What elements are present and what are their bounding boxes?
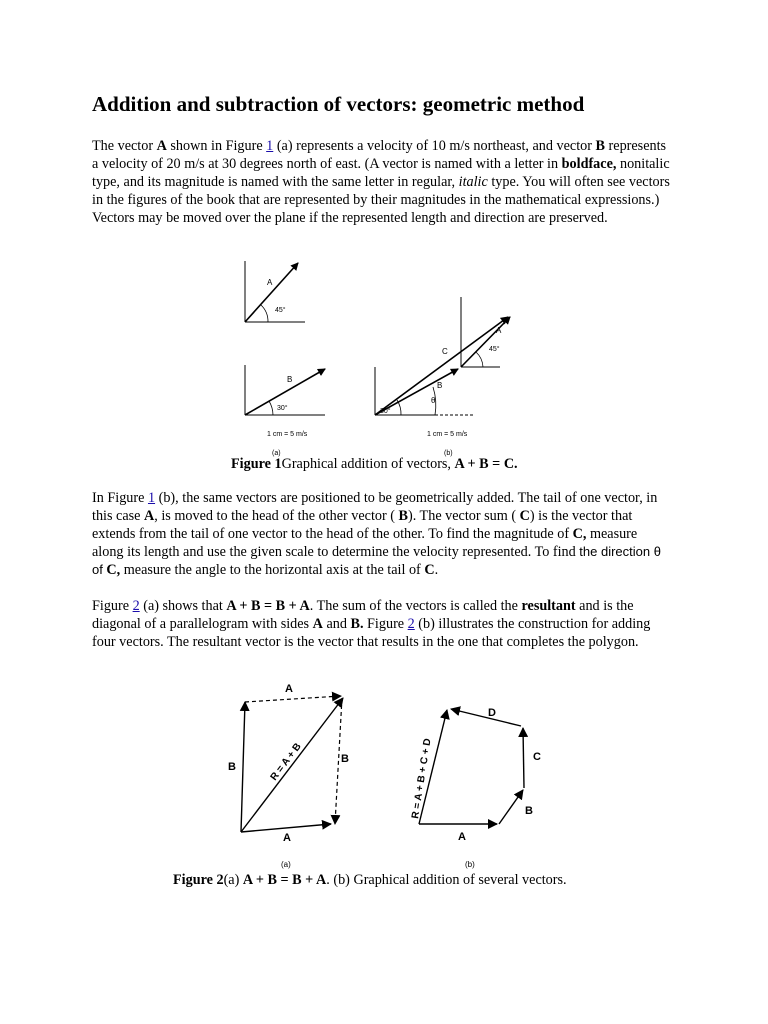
- caption-equation: A + B = C.: [454, 456, 518, 472]
- text: (b) illustrates the construction for adding four vectors. The resultant vector is the vector that results in the one that completes the polygon.: [92, 616, 651, 650]
- figure-2b-polygon: [410, 707, 541, 869]
- label-a-bottom: A: [283, 832, 291, 844]
- figure-2-diagram: [215, 678, 565, 873]
- figure-1-caption: [231, 455, 518, 473]
- bold-text: A: [144, 508, 155, 524]
- angle-45: 45°: [275, 307, 286, 314]
- angle-45: 45°: [489, 346, 500, 353]
- angle-30: 30°: [277, 405, 288, 412]
- text: Figure: [363, 616, 408, 632]
- text: nonitalic type, and its magnitude is named with the same letter in regular,: [92, 156, 670, 190]
- label-c: C: [533, 751, 541, 763]
- label-a: A: [496, 326, 502, 335]
- caption-text: Graphical addition of vectors,: [281, 456, 455, 472]
- text: and: [322, 616, 351, 632]
- bold-text: A: [156, 138, 167, 154]
- scale-label: 1 cm = 5 m/s: [267, 431, 308, 438]
- angle-30: 30°: [380, 408, 391, 415]
- figure-1-diagram: [225, 255, 525, 460]
- figure-1-link[interactable]: 1: [266, 138, 274, 154]
- bold-text: C: [519, 508, 530, 524]
- figure-1a-vector-b: [245, 365, 325, 457]
- label-a: A: [458, 831, 466, 843]
- subfigure-b-label: (b): [465, 860, 475, 869]
- figure-2a-parallelogram: [228, 683, 349, 869]
- figure-1b-vector-sum: [375, 297, 510, 457]
- bold-text: B: [595, 138, 605, 154]
- resultant-label: R = A + B + C + D: [410, 737, 434, 820]
- figure-1-link[interactable]: 1: [147, 490, 156, 506]
- text: ) is the vector that extends from the tail of one vector to the head of the other. To find the magnitude of: [92, 508, 633, 542]
- resultant-label: R = A + B: [268, 741, 304, 783]
- subfigure-a-label: (a): [272, 450, 281, 457]
- text: . The sum of the vectors is called the: [309, 598, 522, 614]
- label-d: D: [488, 707, 496, 719]
- scale-label: 1 cm = 5 m/s: [427, 431, 468, 438]
- caption-text: (a): [223, 872, 243, 888]
- label-c: C: [442, 347, 448, 356]
- caption-label: Figure 2: [173, 872, 224, 888]
- label-a-top: A: [285, 683, 293, 695]
- figure-2-link[interactable]: 2: [132, 598, 140, 614]
- text: measure along its length and use the given scale to determine the velocity represented. To find: [92, 526, 638, 560]
- text: Figure: [92, 598, 133, 614]
- text: shown in Figure: [166, 138, 267, 154]
- paragraph-2: [92, 489, 672, 579]
- text: (a) shows that: [139, 598, 227, 614]
- italic-text: italic: [458, 174, 488, 190]
- text: the direction θ of: [92, 544, 661, 577]
- text: In Figure: [92, 490, 148, 506]
- figure-1a-vector-a: [245, 261, 305, 322]
- bold-text: B: [398, 508, 408, 524]
- text: represents a velocity of 20 m/s at 30 degrees north of east. (A vector is named with a letter in: [92, 138, 667, 172]
- label-b-right: B: [341, 753, 349, 765]
- label-b: B: [525, 805, 533, 817]
- label-a: A: [267, 278, 273, 287]
- bold-text: B.: [350, 616, 364, 632]
- subfigure-a-label: (a): [281, 860, 291, 869]
- text: type. You will often see vectors in the figures of the book that are represented by their magnitudes in the mathematical expressions.) Vectors may be moved over the plane if the represented length and direction are preserved.: [92, 174, 670, 226]
- bold-text: resultant: [521, 598, 576, 614]
- label-b-left: B: [228, 761, 236, 773]
- caption-text: . (b) Graphical addition of several vectors.: [326, 872, 567, 888]
- paragraph-3: [92, 597, 672, 651]
- text: (a) represents a velocity of 10 m/s northeast, and vector: [273, 138, 596, 154]
- text: (b), the same vectors are positioned to be geometrically added. The tail of one vector, in this case: [92, 490, 658, 524]
- bold-text: A + B = B + A: [226, 598, 310, 614]
- bold-text: A: [312, 616, 323, 632]
- bold-text: boldface,: [561, 156, 617, 172]
- caption-label: Figure 1: [231, 456, 282, 472]
- bold-text: C,: [102, 562, 121, 578]
- label-b: B: [287, 375, 293, 384]
- text: , is moved to the head of the other vector (: [154, 508, 399, 524]
- bold-text: C: [424, 562, 435, 578]
- figure-2-caption: [173, 871, 567, 889]
- label-b: B: [437, 381, 443, 390]
- bold-text: C,: [572, 526, 587, 542]
- text: .: [434, 562, 439, 578]
- figure-2-link[interactable]: 2: [407, 616, 415, 632]
- paragraph-1: [92, 137, 672, 227]
- text: measure the angle to the horizontal axis at the tail of: [120, 562, 425, 578]
- text: The vector: [92, 138, 157, 154]
- text: ). The vector sum (: [408, 508, 520, 524]
- text: and is the diagonal of a parallelogram with sides: [92, 598, 634, 632]
- page-title: Addition and subtraction of vectors: geometric method: [92, 92, 585, 116]
- angle-theta: θ: [431, 396, 436, 405]
- subfigure-b-label: (b): [444, 450, 453, 457]
- caption-equation: A + B = B + A: [242, 872, 327, 888]
